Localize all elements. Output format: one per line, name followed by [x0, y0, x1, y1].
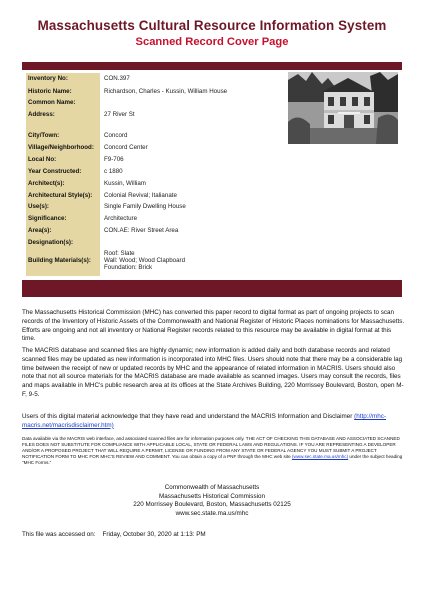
address-line: Massachusetts Historical Commission: [158, 492, 266, 500]
field-label: Architect(s):: [28, 180, 65, 187]
access-timestamp: [22, 531, 406, 540]
field-value-significance: Architecture: [104, 215, 138, 222]
field-value-city: Concord: [104, 132, 128, 139]
database-paragraph: The MACRIS database and scanned files are highly dynamic; new information is added daily and both database records and related scanned files may be updated as new information is incorporated into MHC files. Users should note that there may be a considerable lag time between the receipt of new or updated records by MHC and the appearance of related information in MACRIS. Users should also note that not all source materials for the MACRIS database are made available as scanned images. Users may consult the records, files and maps available in MHC's public research area at its offices at the State Archives Building, 220 Morrissey Boulevard, Boston, open M-F, 9-5.: [22, 347, 404, 398]
disclaimer-ack-text: Users of this digital material acknowledge that they have read and understand the MACRIS Information and Disclaimer: [22, 413, 353, 420]
disclaimer-ack-paragraph: [22, 413, 406, 431]
field-label: Architectural Style(s):: [28, 192, 93, 199]
field-label: Area(s):: [28, 227, 52, 234]
field-label: Local No:: [28, 156, 57, 163]
address-line: Commonwealth of Massachusetts: [164, 484, 260, 491]
field-label: Significance:: [28, 215, 67, 222]
cover-page-title: Scanned Record Cover Page: [135, 36, 289, 48]
field-value-address: 27 River St: [104, 111, 135, 118]
field-label: Use(s):: [28, 203, 49, 210]
house-photo: [288, 72, 398, 144]
record-header-bar: [22, 62, 402, 70]
field-label: Historic Name:: [28, 88, 72, 95]
field-label: Common Name:: [28, 99, 76, 106]
accessed-date: Friday, October 30, 2020 at 1:13: PM: [102, 531, 206, 538]
legal-disclaimer: [22, 436, 406, 466]
field-label: Address:: [28, 111, 55, 118]
field-value-style: Colonial Revival; Italianate: [104, 192, 177, 199]
field-value-village: Concord Center: [104, 144, 148, 151]
field-value-use: Single Family Dwelling House: [104, 203, 186, 210]
field-label: Inventory No:: [28, 75, 68, 82]
intro-paragraph: The Massachusetts Historical Commission (MHC) has converted this paper record to digital format as part of ongoing projects to scan records of the Inventory of Historic Assets of the Commonwealth and National Register of Historic Places nominations for Massachusetts. Efforts are ongoing and not all inventory or National Register records related to this resource may be available in digital format at this time.: [22, 309, 405, 343]
disclaimer-link[interactable]: (http://mhc-macris.net/macrisdisclaimer.htm): [22, 413, 386, 429]
address-line: www.sec.state.ma.us/mhc: [175, 509, 249, 517]
field-label: Designation(s):: [28, 239, 74, 246]
field-label: Building Materials(s):: [28, 257, 91, 264]
field-value-architect: Kussin, William: [104, 180, 146, 187]
field-value-local-no: F9-706: [104, 156, 124, 163]
system-title: Massachusetts Cultural Resource Information System: [37, 18, 387, 33]
field-label: Year Constructed:: [28, 168, 82, 175]
field-value-area: CON.AE: River Street Area: [104, 227, 179, 234]
legal-disclaimer-text: Data available via the MACRIS web interface, and associated scanned files are for information purposes only. THE ACT OF CHECKING THIS DATABASE AND ASSOCIATED SCANNED FILES DOES NOT SUBSTITUTE FOR COMPLIANCE WITH APPLICABLE LOCAL, STATE OR FEDERAL LAWS AND REGULATIONS. IF YOU ARE REPRESENTING A DEVELOPER AND/OR A PROPOSED PROJECT THAT WILL REQUIRE A PERMIT, LICENSE OR FUNDING FROM ANY STATE OR FEDERAL AGENCY YOU MUST SUBMIT A PROJECT NOTIFICATION FORM TO MHC FOR MHC'S REVIEW AND COMMENT. You can obtain a copy of a PNF through the MHC web site: [22, 436, 400, 460]
field-value-historic-name: Richardson, Charles - Kussin, William House: [104, 88, 228, 95]
address-line: 220 Morrissey Boulevard, Boston, Massachusetts 02125: [133, 501, 291, 509]
field-value-inventory-no: CON.397: [104, 75, 130, 82]
field-value-year: c 1880: [104, 168, 123, 175]
accessed-label: This file was accessed on:: [22, 531, 96, 538]
field-label: City/Town:: [28, 132, 60, 139]
footer-address: [0, 484, 424, 518]
field-value-materials: Roof: Slate Wall: Wood; Wood Clapboard Foundation: Brick: [104, 250, 186, 271]
field-label: Village/Neighborhood:: [28, 144, 94, 151]
mhc-website-link[interactable]: (www.sec.state.ma.us/mhc): [291, 454, 349, 460]
legal-disclaimer-tail: under the subject heading "MHC Forms.": [22, 454, 403, 466]
record-footer-bar: [22, 280, 402, 297]
